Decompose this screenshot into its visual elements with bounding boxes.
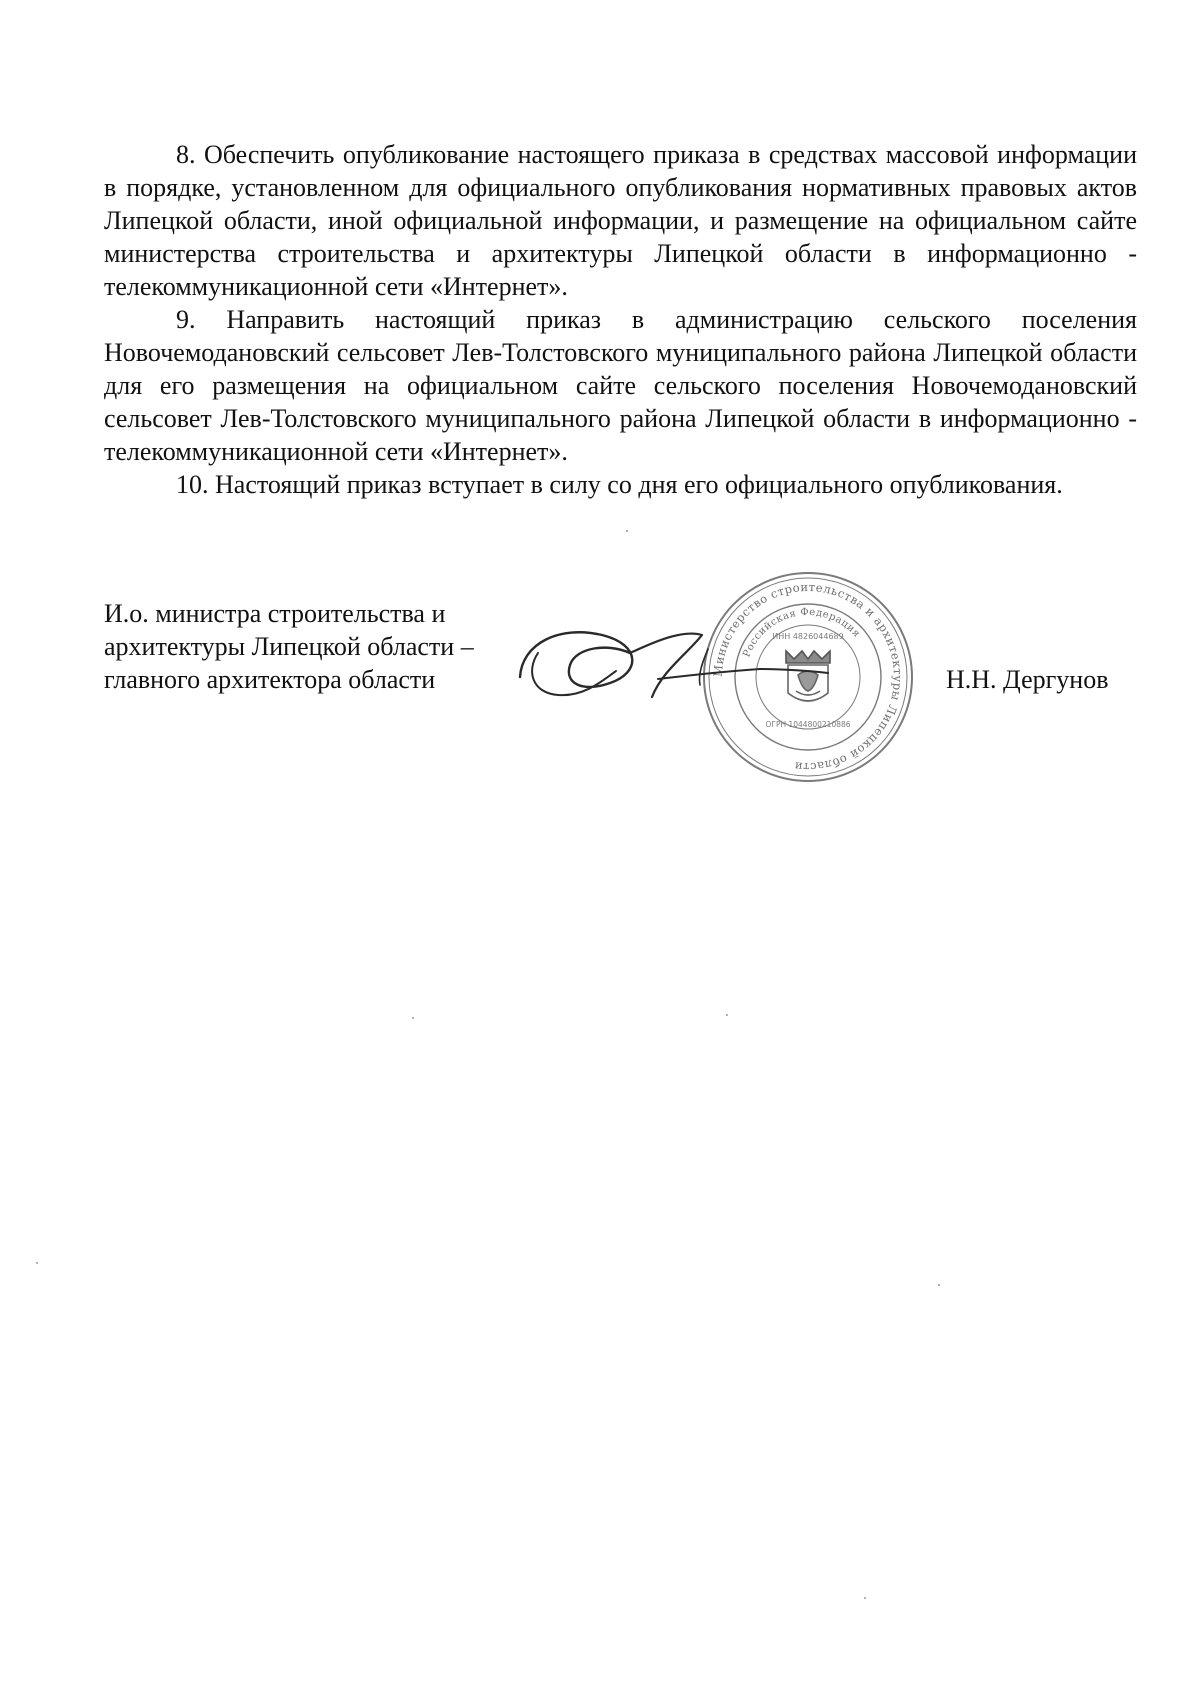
svg-text:ОГРН 1044800210886: ОГРН 1044800210886 (765, 720, 851, 729)
scan-speck (726, 1014, 728, 1016)
seal-outer-text: Министерство строительства и архитектуры Липецкой области (710, 579, 906, 775)
paragraph-8: 8. Обеспечить опубликование настоящего приказа в средствах массовой информации в порядке, установленном для официального опубликования нормативных правовых актов Липецкой области, иной официальной информации, и размещение на официальном сайте министерства строительства и архитектуры Липецкой области в информационно - телекоммуникационной сети «Интернет». (104, 140, 1137, 301)
scan-speck (412, 1017, 414, 1019)
signature-block (104, 579, 1144, 797)
scan-speck (938, 1284, 940, 1286)
handwritten-signature (512, 613, 832, 733)
seal-inner-text: Российская Федерация (741, 606, 863, 659)
document-body (104, 138, 1137, 501)
signatory-title-line: главного архитектора области (104, 665, 436, 694)
scan-speck (626, 530, 628, 532)
paragraph-9: 9. Направить настоящий приказ в администрацию сельского поселения Новочемодановский сельсовет Лев-Толстовского муниципального района Липецкой области для его размещения на официальном сайте сельского поселения Новочемодановский сельсовет Лев-Толстовского муниципального района Липецкой области в информационно - телекоммуникационной сети «Интернет». (104, 305, 1137, 466)
signatory-name: Н.Н. Дергунов (946, 665, 1109, 694)
signatory-title-line: архитектуры Липецкой области – (104, 632, 474, 661)
scan-speck (864, 1597, 866, 1599)
signatory-title-line: И.о. министра строительства и (104, 599, 446, 628)
scan-speck (36, 1262, 38, 1264)
signatory-title (104, 597, 534, 696)
paragraph-10: 10. Настоящий приказ вступает в силу со дня его официального опубликования. (176, 470, 1063, 499)
svg-text:ИНН 4826044689: ИНН 4826044689 (772, 632, 844, 641)
